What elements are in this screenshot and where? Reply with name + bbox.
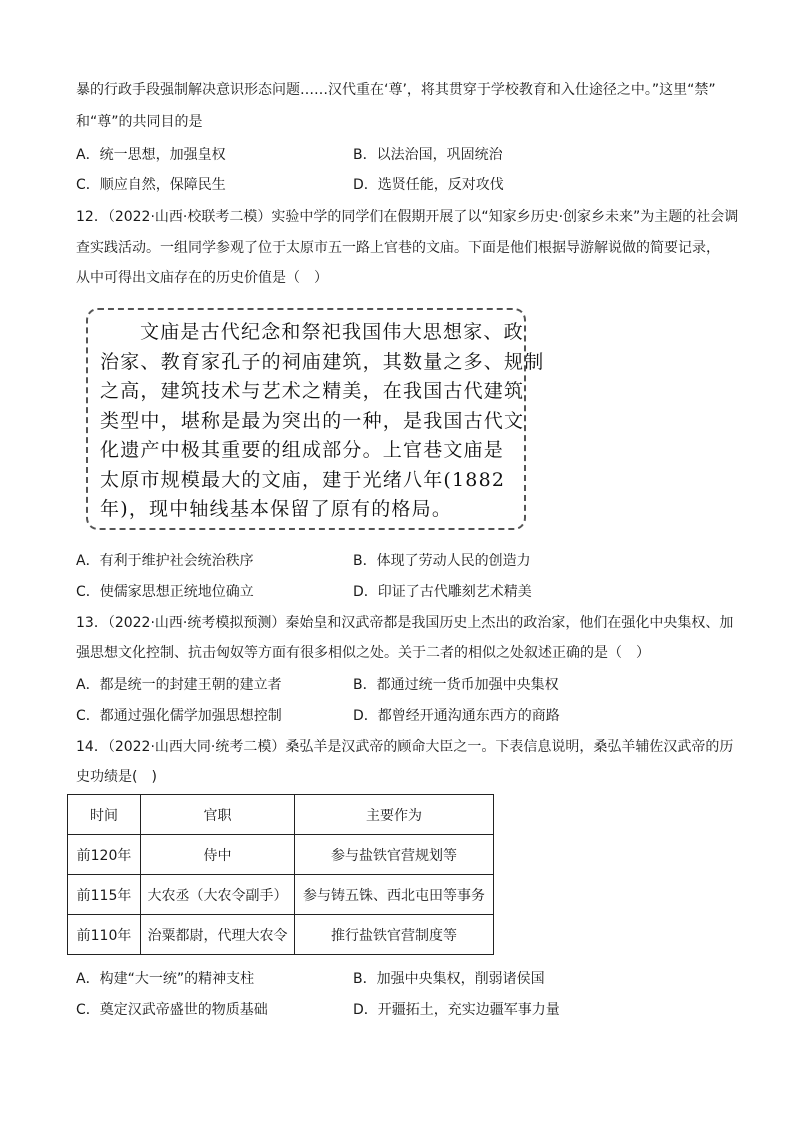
table-row (68, 875, 494, 915)
q11-option-a: A．统一思想，加强皇权 (76, 147, 226, 163)
table-cell: 前115年 (68, 875, 141, 915)
passage-line: 太原市规模最大的文庙，建于光绪八年(1882 (100, 468, 506, 491)
q12-option-b: B．体现了劳动人民的创造力 (353, 553, 531, 569)
q14-option-a: A．构建“大一统”的精神支柱 (76, 971, 255, 987)
q11-option-c: C．顺应自然，保障民生 (76, 177, 226, 193)
q12-option-d: D．印证了古代雕刻艺术精美 (353, 584, 532, 600)
q14-option-d: D．开疆拓土，充实边疆军事力量 (353, 1002, 560, 1018)
q13-option-b: B．都通过统一货币加强中央集权 (353, 677, 559, 693)
q11-option-d: D．选贤任能，反对攻伐 (353, 177, 504, 193)
q13-option-a: A．都是统一的封建王朝的建立者 (76, 677, 282, 693)
table-cell: 前110年 (68, 915, 141, 955)
q13-option-d: D．都曾经开通沟通东西方的商路 (353, 708, 560, 724)
table-cell: 推行盐铁官营制度等 (295, 915, 494, 955)
passage-line: 之高，建筑技术与艺术之精美，在我国古代建筑 (100, 380, 525, 402)
table-header-deeds: 主要作为 (295, 795, 494, 835)
q11-stem-line-1: 暴的行政手段强制解决意识形态问题……汉代重在‘尊’，将其贯穿于学校教育和入仕途径之中。”这里“禁” (76, 82, 716, 98)
table-row (68, 835, 494, 875)
q14-info-table (67, 794, 494, 955)
q13-stem-line-1: 13．（2022·山西·统考模拟预测）秦始皇和汉武帝都是我国历史上杰出的政治家，他们在强化中央集权、加 (76, 615, 734, 631)
passage-line: 化遗产中极其重要的组成部分。上官巷文庙是 (100, 439, 505, 461)
table-header-time: 时间 (68, 795, 141, 835)
passage-line: 类型中，堪称是最为突出的一种，是我国古代文 (100, 409, 525, 432)
q14-stem-line-1: 14．（2022·山西大同·统考二模）桑弘羊是汉武帝的顾命大臣之一。下表信息说明，桑弘羊辅佐汉武帝的历 (76, 739, 734, 755)
table-cell: 治粟都尉，代理大农令 (141, 915, 295, 955)
table-cell: 参与盐铁官营规划等 (295, 835, 494, 875)
table-cell: 大农丞（大农令副手） (141, 875, 295, 915)
q12-stem-line-1: 12．（2022·山西·校联考二模）实验中学的同学们在假期开展了以“知家乡历史·创家乡未来”为主题的社会调 (76, 209, 739, 225)
q13-option-c: C．都通过强化儒学加强思想控制 (76, 708, 282, 724)
q12-passage-box (86, 308, 545, 530)
q14-option-b: B．加强中央集权，削弱诸侯国 (353, 971, 545, 987)
q12-option-a: A．有利于维护社会统治秩序 (76, 553, 254, 569)
passage-line: 治家、教育家孔子的祠庙建筑，其数量之多、规制 (100, 350, 545, 373)
q12-stem-line-3: 从中可得出文庙存在的历史价值是（ ） (76, 270, 328, 286)
q13-stem-line-2: 强思想文化控制、抗击匈奴等方面有很多相似之处。关于二者的相似之处叙述正确的是（ ） (76, 645, 650, 661)
q14-option-c: C．奠定汉武帝盛世的物质基础 (76, 1002, 268, 1018)
table-header-row (68, 795, 494, 835)
table-header-office: 官职 (141, 795, 295, 835)
passage-line: 文庙是古代纪念和祭祀我国伟大思想家、政 (140, 321, 524, 343)
q14-stem-line-2: 史功绩是( ) (76, 769, 157, 785)
table-cell: 前120年 (68, 835, 141, 875)
table-cell: 侍中 (141, 835, 295, 875)
q11-stem-line-2: 和“尊”的共同目的是 (76, 114, 203, 130)
passage-line: 年)，现中轴线基本保留了原有的格局。 (100, 498, 453, 520)
q11-option-b: B．以法治国，巩固统治 (353, 147, 503, 163)
table-cell: 参与铸五铢、西北屯田等事务 (295, 875, 494, 915)
table-row (68, 915, 494, 955)
q12-option-c: C．使儒家思想正统地位确立 (76, 584, 254, 600)
q12-stem-line-2: 查实践活动。一组同学参观了位于太原市五一路上官巷的文庙。下面是他们根据导游解说做的简要记录， (76, 240, 720, 256)
